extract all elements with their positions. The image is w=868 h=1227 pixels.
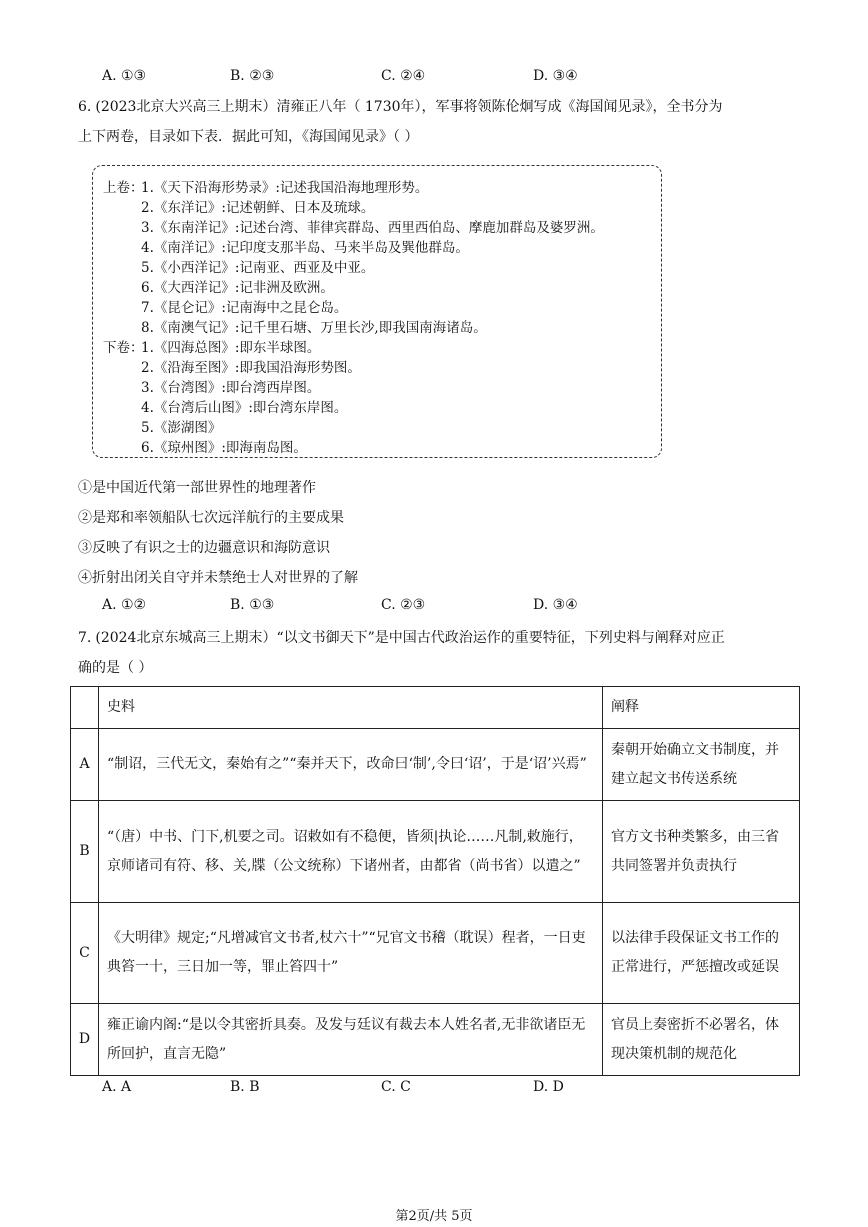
row-label: C	[71, 903, 99, 1004]
q7-stem	[78, 623, 790, 683]
row-label: D	[71, 1004, 99, 1076]
table-row	[71, 1004, 800, 1076]
q6-option-c[interactable]: C. ②③	[381, 597, 426, 613]
table-row	[71, 801, 800, 903]
row-source: 雍正谕内阁:“是以令其密折具奏。及发与廷议有裁去本人姓名者,无非欲诸臣无所回护，直言无隐”	[99, 1004, 603, 1076]
header-source: 史料	[99, 687, 603, 729]
toc-lower-item: 5.《澎湖图》	[141, 420, 222, 436]
row-source: “制诏，三代无文，秦始有之”“秦并天下，改命曰‘制’,令曰‘诏’，于是‘诏’兴焉”	[99, 729, 603, 801]
lower-volume-label: 下卷：	[103, 340, 144, 356]
q6-statement-4: ④折射出闭关自守并未禁绝士人对世界的了解	[78, 570, 358, 586]
q6-stem-line1: (2023北京大兴高三上期末）清雍正八年（ 1730年），军事将领陈伦炯写成《海国闻见录》，全书分为	[95, 99, 723, 115]
q5-option-d[interactable]: D. ③④	[533, 68, 578, 84]
toc-upper-item: 7.《昆仑记》:记南海中之昆仑岛。	[141, 300, 348, 316]
q7-stem-line1: (2024北京东城高三上期末）“以文书御天下”是中国古代政治运作的重要特征，下列史料与阐释对应正	[95, 630, 725, 646]
q6-statement-2: ②是郑和率领船队七次远洋航行的主要成果	[78, 510, 344, 526]
toc-upper-item: 6.《大西洋记》:记非洲及欧洲。	[141, 280, 334, 296]
q7-number: 7.	[78, 630, 92, 646]
q5-option-b[interactable]: B. ②③	[230, 68, 275, 84]
q7-stem-line2: 确的是（ ）	[78, 660, 153, 676]
row-interpretation: 以法律手段保证文书工作的正常进行，严惩擅改或延误	[603, 903, 800, 1004]
toc-lower-item: 1.《四海总图》:即东半球图。	[141, 340, 321, 356]
q6-statement-1: ①是中国近代第一部世界性的地理著作	[78, 480, 316, 496]
q6-table-of-contents	[92, 165, 662, 458]
toc-upper-item: 2.《东洋记》:记述朝鲜、日本及琉球。	[141, 200, 375, 216]
header-label-cell	[71, 687, 99, 729]
row-source: 《大明律》规定;“凡增减官文书者,杖六十”“兄官文书稽（耽误）程者，一日吏典笞一十，三日加一等，罪止笞四十”	[99, 903, 603, 1004]
row-interpretation: 秦朝开始确立文书制度，并建立起文书传送系统	[603, 729, 800, 801]
q6-option-d[interactable]: D. ③④	[533, 597, 578, 613]
q6-stem	[78, 92, 790, 152]
q5-option-a[interactable]: A. ①③	[102, 68, 147, 84]
q6-statement-3: ③反映了有识之士的边疆意识和海防意识	[78, 540, 330, 556]
toc-lower-item: 2.《沿海至图》:即我国沿海形势图。	[141, 360, 361, 376]
q5-options	[0, 68, 868, 90]
q7-options	[0, 1079, 868, 1101]
header-interpretation: 阐释	[603, 687, 800, 729]
row-interpretation: 官方文书种类繁多，由三省共同签署并负责执行	[603, 801, 800, 903]
q6-options	[0, 597, 868, 619]
table-row	[71, 729, 800, 801]
toc-upper-item: 8.《南澳气记》:记千里石塘、万里长沙,即我国南海诸岛。	[141, 320, 487, 336]
row-source: “（唐）中书、门下,机要之司。诏敕如有不稳便，皆须|执论……凡制,敕施行，京师诸司有符、移、关,牒（公文统称）下诸州者，由都省（尚书省）以遣之”	[99, 801, 603, 903]
q7-option-b[interactable]: B. B	[230, 1079, 260, 1095]
toc-upper-item: 5.《小西洋记》:记南亚、西亚及中亚。	[141, 260, 375, 276]
row-label: A	[71, 729, 99, 801]
toc-upper-item: 1.《天下沿海形势录》:记述我国沿海地理形势。	[141, 180, 429, 196]
toc-upper-item: 4.《南洋记》:记印度支那半岛、马来半岛及巽他群岛。	[141, 240, 469, 256]
table-header-row	[71, 687, 800, 729]
q7-option-d[interactable]: D. D	[533, 1079, 564, 1095]
toc-lower-item: 3.《台湾图》:即台湾西岸图。	[141, 380, 321, 396]
row-interpretation: 官员上奏密折不必署名，体现决策机制的规范化	[603, 1004, 800, 1076]
q7-option-c[interactable]: C. C	[381, 1079, 411, 1095]
page-footer: 第2页/共 5页	[395, 1209, 473, 1224]
toc-upper-item: 3.《东南洋记》:记述台湾、菲律宾群岛、西里西伯岛、摩鹿加群岛及婆罗洲。	[141, 220, 604, 236]
q6-option-a[interactable]: A. ①②	[102, 597, 147, 613]
upper-volume-label: 上卷：	[103, 180, 144, 196]
q6-stem-line2: 上下两卷，目录如下表．据此可知，《海国闻见录》（ ）	[78, 129, 419, 145]
q5-option-c[interactable]: C. ②④	[381, 68, 426, 84]
table-row	[71, 903, 800, 1004]
q7-option-a[interactable]: A. A	[102, 1079, 132, 1095]
q7-source-table	[70, 686, 800, 1076]
toc-lower-item: 4.《台湾后山图》:即台湾东岸图。	[141, 400, 348, 416]
q6-option-b[interactable]: B. ①③	[230, 597, 275, 613]
q6-number: 6.	[78, 99, 92, 115]
row-label: B	[71, 801, 99, 903]
toc-lower-item: 6.《琼州图》:即海南岛图。	[141, 440, 307, 456]
